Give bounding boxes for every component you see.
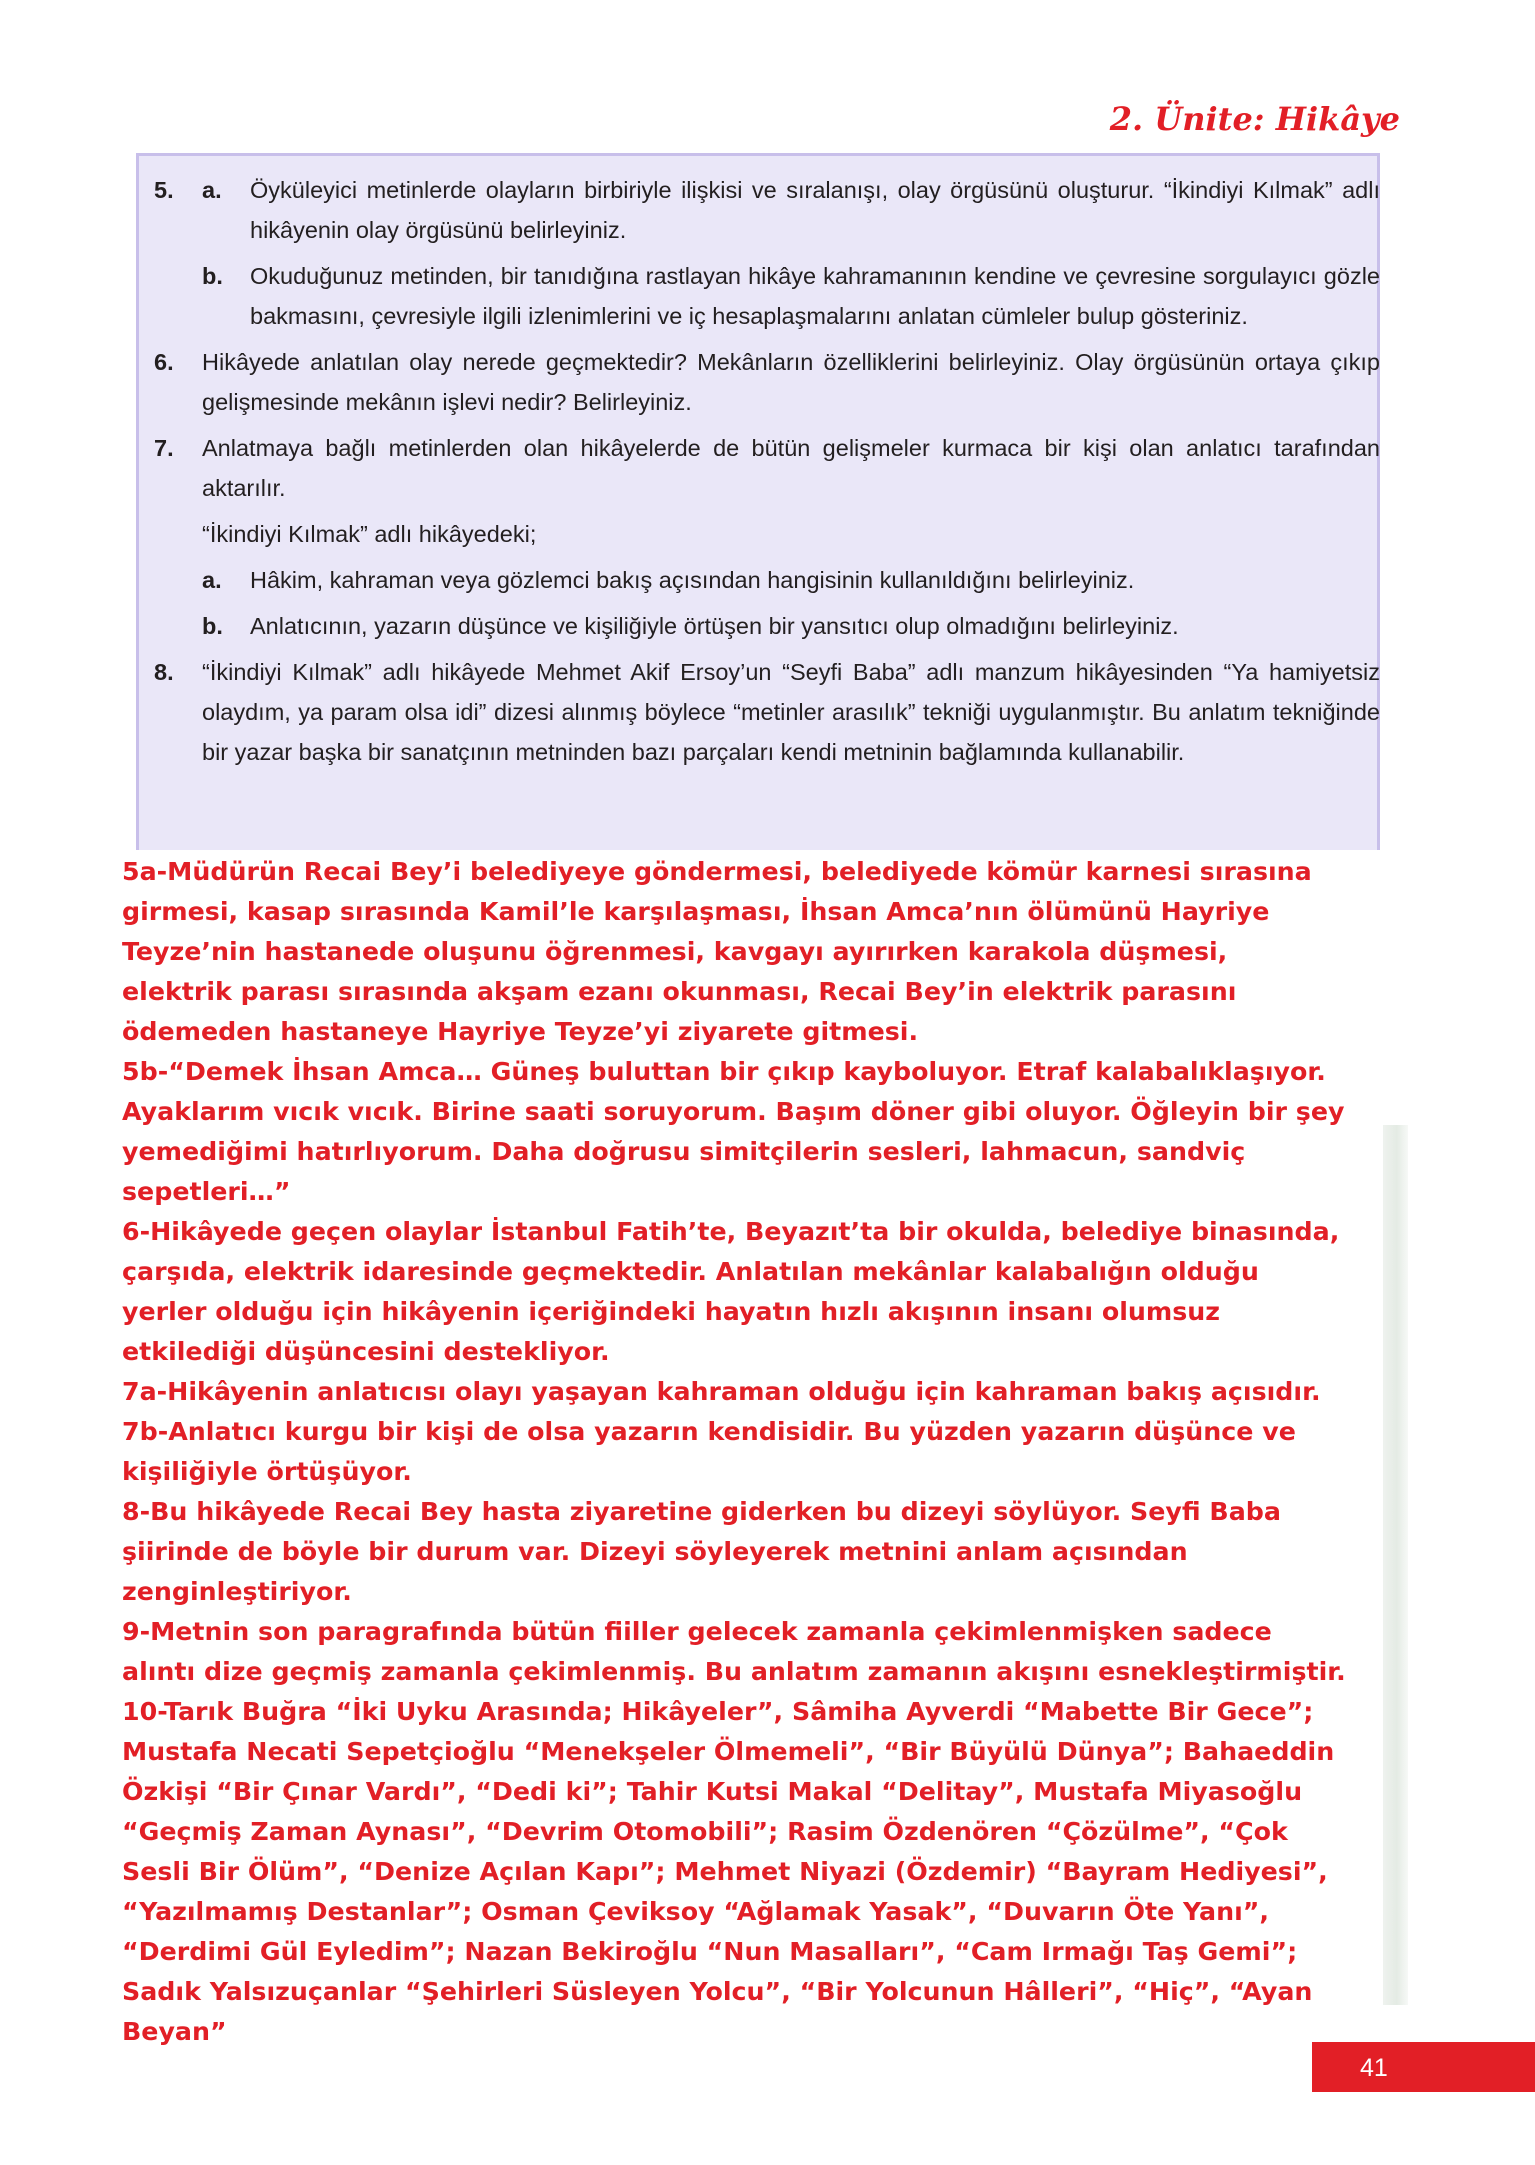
questions-content bbox=[150, 170, 1380, 772]
unit-title: 2. Ünite: Hikâye bbox=[1109, 100, 1400, 138]
question-7a bbox=[202, 560, 1380, 600]
answer-line: 7a-Hikâyenin anlatıcısı olayı yaşayan kahraman olduğu için kahraman bakış açısıdır. bbox=[122, 1377, 1321, 1406]
answer-line: “Yazılmamış Destanlar”; Osman Çeviksoy “Ağlamak Yasak”, “Duvarın Öte Yanı”, bbox=[122, 1897, 1270, 1926]
question-text: Öyküleyici metinlerde olayların birbiriyle ilişkisi ve sıralanışı, olay örgüsünü oluşturur. “İkindiyi Kılmak” adlı hikâyenin olay örgüsünü belirleyiniz. bbox=[250, 177, 1380, 243]
answer-line: çarşıda, elektrik idaresinde geçmektedir. Anlatılan mekânlar kalabalığın olduğu bbox=[122, 1257, 1259, 1286]
page-number-badge bbox=[1312, 2042, 1535, 2092]
answer-line: etkilediği düşüncesini destekliyor. bbox=[122, 1337, 610, 1366]
question-7b bbox=[202, 606, 1380, 646]
answer-line: Beyan” bbox=[122, 2017, 227, 2046]
sub-label: a. bbox=[202, 177, 222, 203]
page-number: 41 bbox=[1360, 2054, 1388, 2082]
sub-label: a. bbox=[202, 567, 222, 593]
answer-line: Sadık Yalsızuçanlar “Şehirleri Süsleyen Yolcu”, “Bir Yolcunun Hâlleri”, “Hiç”, “Ayan bbox=[122, 1977, 1313, 2006]
answer-line: 6-Hikâyede geçen olaylar İstanbul Fatih’te, Beyazıt’ta bir okulda, belediye binasında, bbox=[122, 1217, 1340, 1246]
answer-block bbox=[122, 852, 1392, 2052]
question-intro: “İkindiyi Kılmak” adlı hikâyedeki; bbox=[202, 521, 537, 547]
answer-line: Teyze’nin hastanede oluşunu öğrenmesi, kavgayı ayırırken karakola düşmesi, bbox=[122, 937, 1228, 966]
answer-line: şiirinde de böyle bir durum var. Dizeyi söyleyerek metnini anlam açısından bbox=[122, 1537, 1188, 1566]
answer-line: “Derdimi Gül Eyledim”; Nazan Bekiroğlu “Nun Masalları”, “Cam Irmağı Taş Gemi”; bbox=[122, 1937, 1298, 1966]
question-5 bbox=[150, 170, 1380, 336]
sub-label: b. bbox=[202, 263, 223, 289]
answer-line: Mustafa Necati Sepetçioğlu “Menekşeler Ölmemeli”, “Bir Büyülü Dünya”; Bahaeddin bbox=[122, 1737, 1335, 1766]
sub-label: b. bbox=[202, 613, 223, 639]
question-number: 8. bbox=[154, 659, 174, 685]
answer-line: sepetleri…” bbox=[122, 1177, 291, 1206]
question-text: Anlatmaya bağlı metinlerden olan hikâyelerde de bütün gelişmeler kurmaca bir kişi olan anlatıcı tarafından aktarılır. bbox=[202, 435, 1380, 501]
answer-line: 5b-“Demek İhsan Amca… Güneş buluttan bir çıkıp kayboluyor. Etraf kalabalıklaşıyor. bbox=[122, 1057, 1326, 1086]
question-8 bbox=[150, 652, 1380, 772]
question-text: “İkindiyi Kılmak” adlı hikâyede Mehmet Akif Ersoy’un “Seyfi Baba” adlı manzum hikâyesinden “Ya hamiyetsiz olaydım, ya param olsa idi” dizesi alınmış böylece “metinler arasılık” tekniği uygulanmıştır. Bu anlatım tekniğinde bir yazar başka bir sanatçının metninden bazı parçaları kendi metninin bağlamında kullanabilir. bbox=[202, 659, 1380, 765]
question-text: Okuduğunuz metinden, bir tanıdığına rastlayan hikâye kahramanının kendine ve çevresine sorgulayıcı gözle bakmasını, çevresiyle ilgili izlenimlerini ve iç hesaplaşmalarını anlatan cümleler bulup gösteriniz. bbox=[250, 263, 1380, 329]
answer-line: Ayaklarım vıcık vıcık. Birine saati soruyorum. Başım döner gibi oluyor. Öğleyin bir şey bbox=[122, 1097, 1345, 1126]
answer-line: ödemeden hastaneye Hayriye Teyze’yi ziyarete gitmesi. bbox=[122, 1017, 919, 1046]
question-6 bbox=[150, 342, 1380, 422]
answer-line: Özkişi “Bir Çınar Vardı”, “Dedi ki”; Tahir Kutsi Makal “Delitay”, Mustafa Miyasoğlu bbox=[122, 1777, 1303, 1806]
answer-line: 7b-Anlatıcı kurgu bir kişi de olsa yazarın kendisidir. Bu yüzden yazarın düşünce ve bbox=[122, 1417, 1296, 1446]
answer-line: yerler olduğu için hikâyenin içeriğindeki hayatın hızlı akışının insanı olumsuz bbox=[122, 1297, 1221, 1326]
answer-line: “Geçmiş Zaman Aynası”, “Devrim Otomobili”; Rasim Özdenören “Çözülme”, “Çok bbox=[122, 1817, 1288, 1846]
answer-line: 8-Bu hikâyede Recai Bey hasta ziyaretine giderken bu dizeyi söylüyor. Seyfi Baba bbox=[122, 1497, 1281, 1526]
question-number: 7. bbox=[154, 435, 174, 461]
question-text: Anlatıcının, yazarın düşünce ve kişiliğiyle örtüşen bir yansıtıcı olup olmadığını belirleyiniz. bbox=[250, 613, 1179, 639]
question-5a bbox=[202, 170, 1380, 250]
question-number: 5. bbox=[154, 177, 174, 203]
question-7 bbox=[150, 428, 1380, 646]
answer-line: 9-Metnin son paragrafında bütün fiiller gelecek zamanla çekimlenmişken sadece bbox=[122, 1617, 1272, 1646]
answer-line: alıntı dize geçmiş zamanla çekimlenmiş. Bu anlatım zamanın akışını esnekleştirmiştir. bbox=[122, 1657, 1346, 1686]
answer-line: elektrik parası sırasında akşam ezanı okunması, Recai Bey’in elektrik parasını bbox=[122, 977, 1237, 1006]
question-number: 6. bbox=[154, 349, 174, 375]
answer-line: yemediğimi hatırlıyorum. Daha doğrusu simitçilerin sesleri, lahmacun, sandviç bbox=[122, 1137, 1246, 1166]
question-text: Hâkim, kahraman veya gözlemci bakış açısından hangisinin kullanıldığını belirleyiniz. bbox=[250, 567, 1135, 593]
answer-line: 5a-Müdürün Recai Bey’i belediyeye göndermesi, belediyede kömür karnesi sırasına bbox=[122, 857, 1312, 886]
answer-line: kişiliğiyle örtüşüyor. bbox=[122, 1457, 412, 1486]
answer-line: zenginleştiriyor. bbox=[122, 1577, 352, 1606]
answer-line: 10-Tarık Buğra “İki Uyku Arasında; Hikâyeler”, Sâmiha Ayverdi “Mabette Bir Gece”; bbox=[122, 1697, 1314, 1726]
answer-line: girmesi, kasap sırasında Kamil’le karşılaşması, İhsan Amca’nın ölümünü Hayriye bbox=[122, 897, 1270, 926]
answer-line: Sesli Bir Ölüm”, “Denize Açılan Kapı”; Mehmet Niyazi (Özdemir) “Bayram Hediyesi”, bbox=[122, 1857, 1328, 1886]
question-text: Hikâyede anlatılan olay nerede geçmektedir? Mekânların özelliklerini belirleyiniz. Olay örgüsünün ortaya çıkıp gelişmesinde mekânın işlevi nedir? Belirleyiniz. bbox=[202, 349, 1380, 415]
question-5b bbox=[202, 256, 1380, 336]
